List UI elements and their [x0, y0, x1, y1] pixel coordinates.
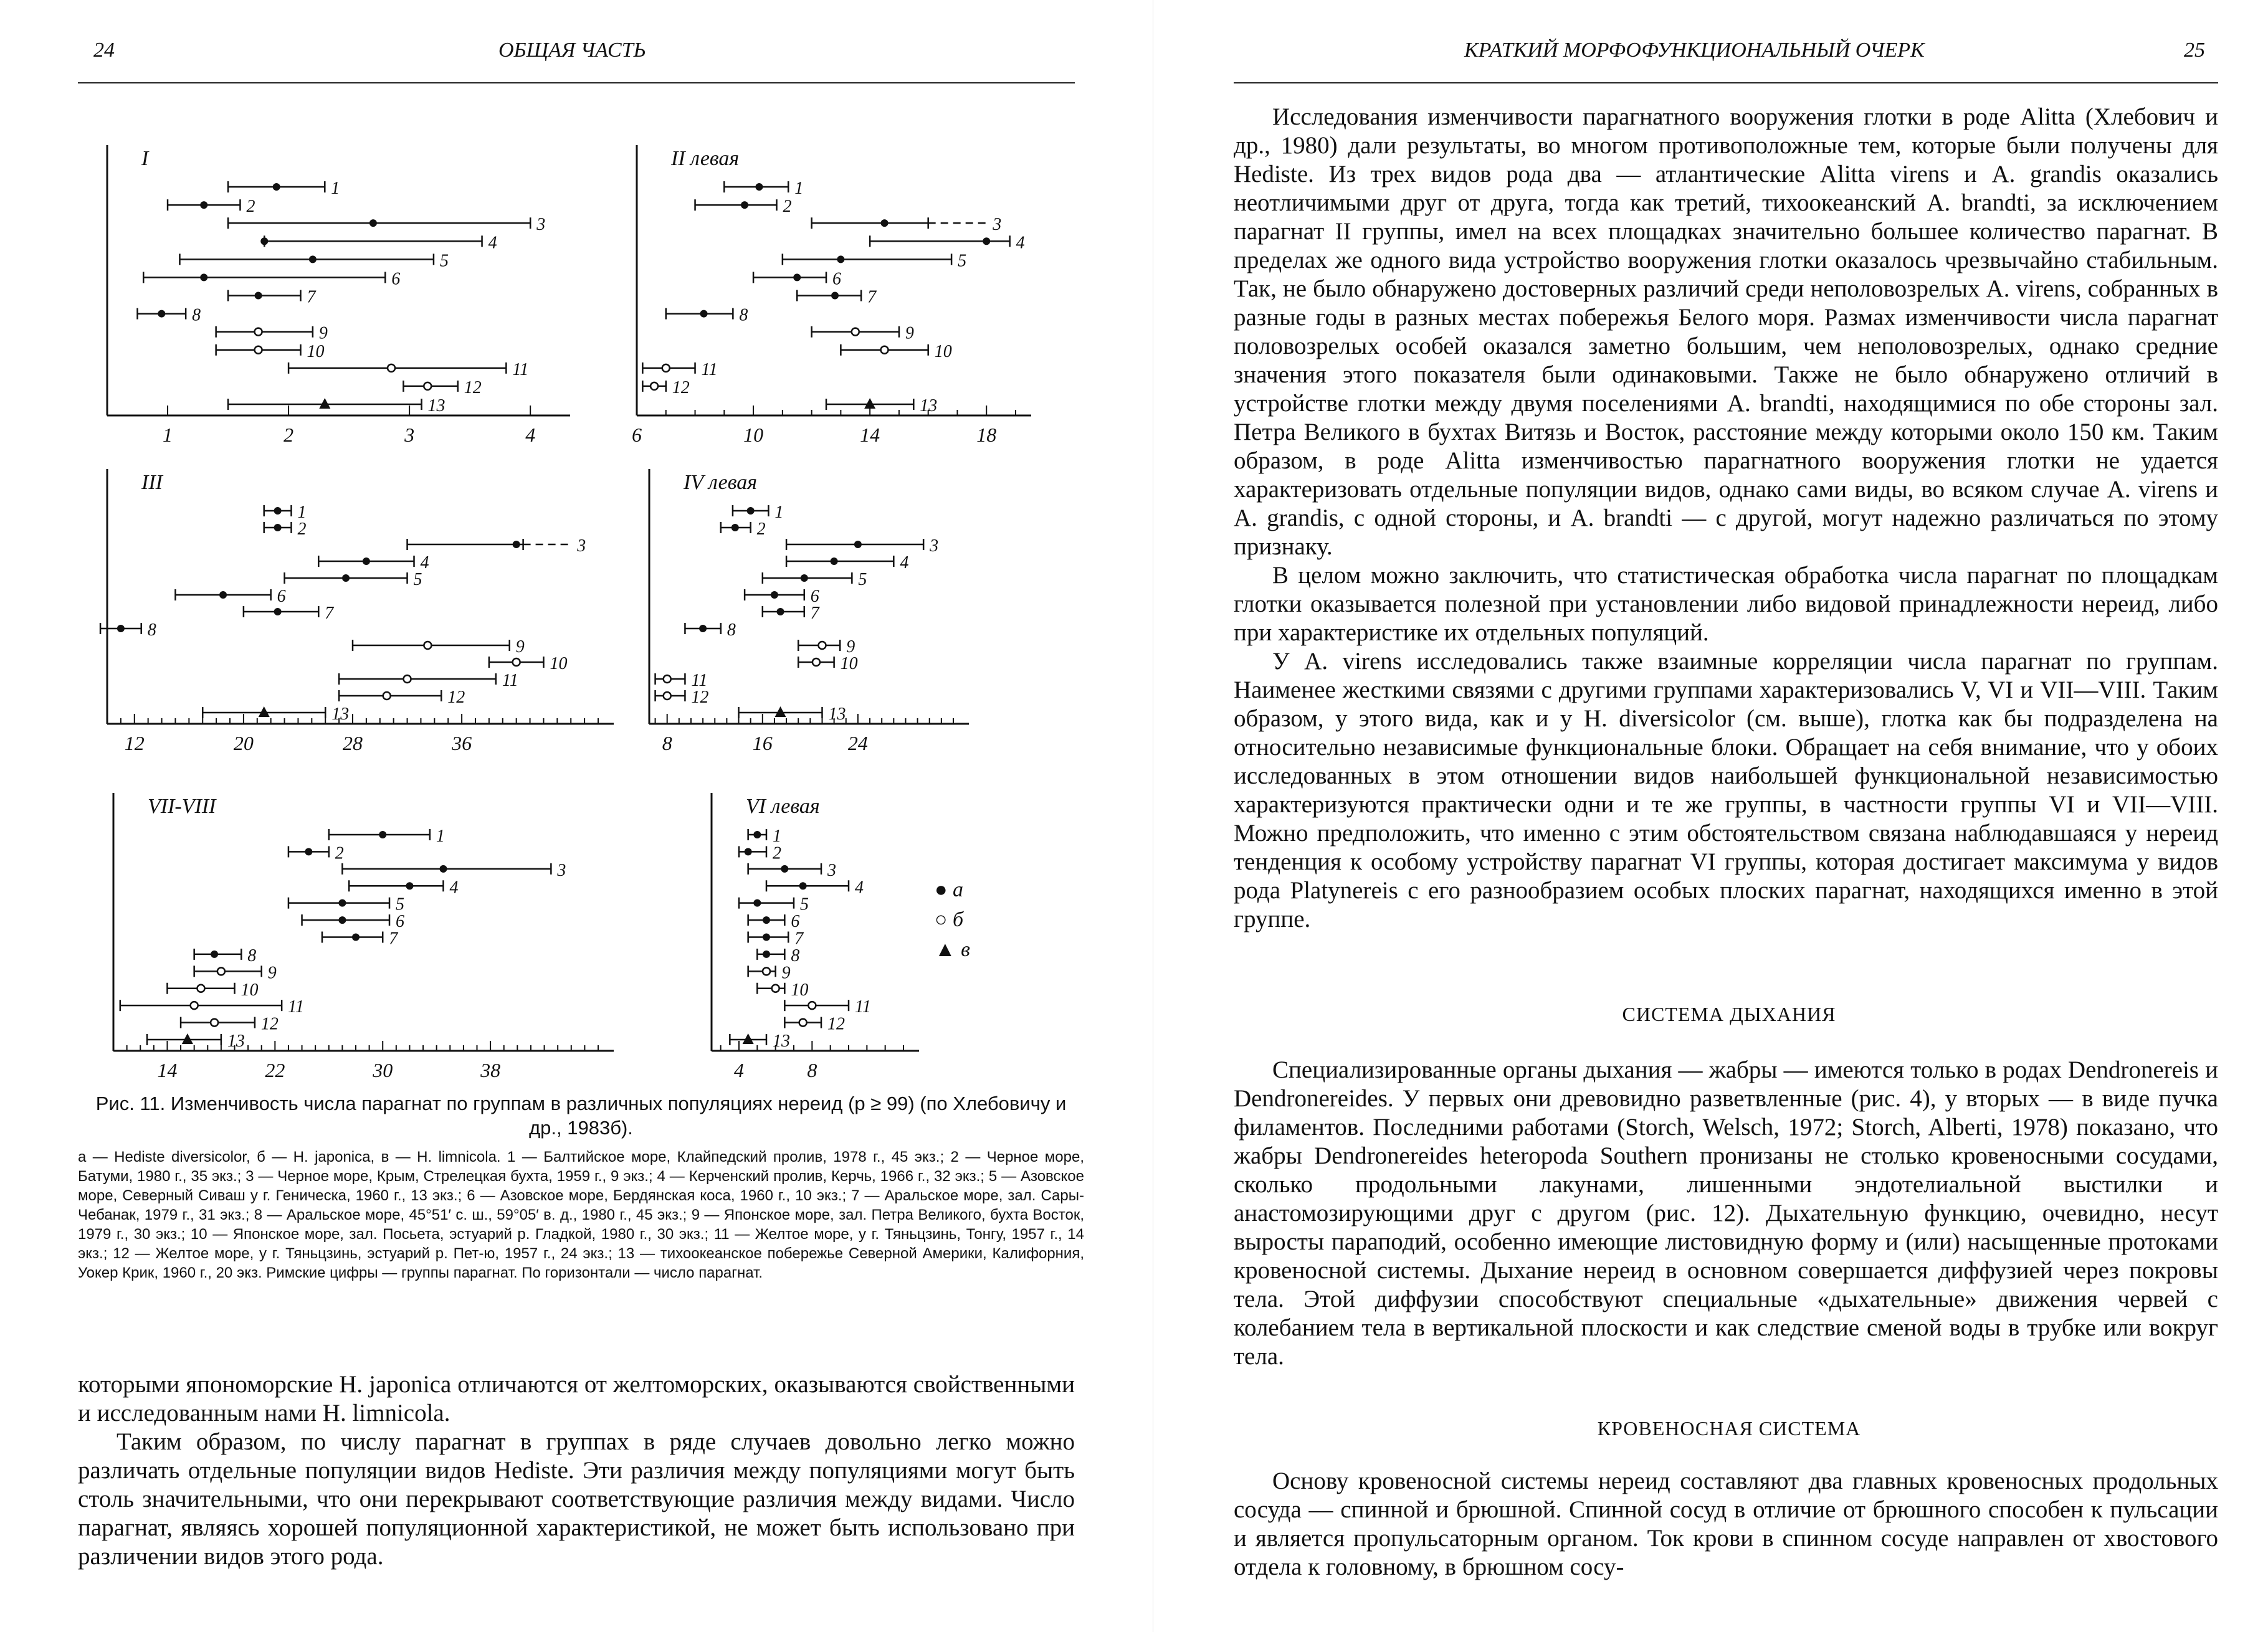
mean-marker-open	[881, 346, 889, 354]
mean-marker-filled	[513, 541, 520, 548]
series-label: 13	[331, 705, 350, 724]
mean-marker-filled	[274, 524, 282, 531]
mean-marker-filled	[763, 934, 770, 941]
series-label: 8	[247, 946, 257, 965]
x-tick-label: 22	[265, 1059, 285, 1081]
series-label: 12	[260, 1014, 279, 1034]
mean-marker-filled	[837, 255, 844, 263]
series-label: 1	[436, 827, 445, 846]
mean-marker-open	[852, 328, 859, 336]
mean-marker-filled	[854, 541, 862, 548]
mean-marker-open	[424, 382, 431, 390]
symbol-key-row: ○ б	[935, 908, 964, 931]
x-tick-label: 8	[662, 732, 672, 754]
series-label: 9	[515, 637, 525, 657]
series-label: 12	[672, 377, 690, 397]
series-label: 6	[396, 912, 405, 932]
series-label: 3	[993, 215, 1002, 235]
mean-marker-filled	[763, 916, 770, 924]
x-tick-label: 16	[752, 732, 773, 754]
x-tick-label: 6	[632, 424, 642, 446]
series-label: 3	[930, 536, 939, 556]
series-label: 11	[288, 997, 305, 1017]
mean-marker-filled	[363, 557, 370, 565]
series-label: 9	[318, 323, 328, 343]
mean-marker-triangle	[182, 1033, 193, 1044]
series-label: 1	[794, 179, 804, 198]
panel-title: VII-VIII	[148, 795, 216, 818]
mean-marker-filled	[200, 201, 207, 209]
series-label: 4	[1016, 233, 1025, 253]
chart-panel-III	[87, 458, 623, 760]
mean-marker-open	[650, 382, 658, 390]
mean-marker-open	[664, 675, 671, 683]
panel-title: VI левая	[746, 795, 820, 818]
mean-marker-open	[191, 1002, 198, 1009]
right-page	[1221, 0, 2268, 1632]
mean-marker-filled	[753, 831, 761, 838]
figure-caption: Рис. 11. Изменчивость числа парагнат по группам в различных популяциях нереид (p ≥ 99) (по Хлебовичу и др., 1983б).	[95, 1093, 1067, 1139]
x-tick-label: 8	[807, 1059, 817, 1081]
series-label: 2	[297, 519, 307, 539]
series-label: 9	[781, 963, 791, 983]
series-label: 12	[691, 688, 709, 707]
chart-panel-II	[617, 134, 1041, 452]
x-tick-label: 20	[233, 732, 254, 754]
x-tick-label: 14	[860, 424, 880, 446]
mean-marker-filled	[831, 292, 839, 300]
series-label: 3	[827, 860, 836, 880]
mean-marker-filled	[763, 951, 770, 958]
series-label: 8	[727, 620, 736, 640]
series-label: 9	[267, 963, 277, 983]
x-tick-label: 14	[157, 1059, 178, 1081]
mean-marker-open	[211, 1019, 218, 1027]
series-label: 5	[396, 894, 405, 914]
series-label: 7	[810, 604, 819, 623]
mean-marker-filled	[117, 625, 125, 632]
x-tick-label: 38	[480, 1059, 501, 1081]
body-paragraph: У A. virens исследовались также взаимные корреляции числа парагнат по группам. Наименее жесткими связями с другими группами характеризовались V, VI и VII—VIII. Таким образом, у этого вида, как и у H. diversicolor (см. выше), глотка как бы подразделена на относительно независимые функциональные блоки. Обращает на себя внимание, что у обоих исследованных в этом отношении видов наибольшей функциональной независимостью характеризуются практически одни и те же группы, в частности группы VI и VII—VIII. Можно предположить, что именно с этим обстоятельством связана наблюдавшаяся у нереид тенденция к особому устройству парагнат VI группы, которая достигает максимума у видов рода Platynereis с его разнообразием особых плоских парагнат, находящихся именно в этой группе.	[1234, 648, 2218, 932]
mean-marker-open	[424, 642, 431, 649]
mean-marker-open	[404, 675, 411, 683]
mean-marker-filled	[274, 507, 282, 515]
mean-marker-filled	[745, 848, 752, 855]
body-paragraph: Специализированные органы дыхания — жабры — имеются только в родах Dendronereis и Dendronereides. У первых они древовидно разветвленные (рис. 4), у вторых — в виде пучка филаментов. Последними работами (Storch, Welsch, 1972; Storch, Alberti, 1978) показано, что жабры Dendronereides heteropoda Southern пронизаны не столько кровеносными сосудами, сколько продольными лакунами, лишенными эндотелиальной выстилки и анастомозирующими друг с другом (рис. 12). Дыхательную функцию, очевидно, несут выросты параподий, особенно имеющие листовидную форму и (или) насыщенные протоками кровеносной системы. Дыхание нереид в основном совершается диффузией через покровы тела. Этой диффузии способствуют специальные «дыхательные» движения червей с колебанием тела в вертикальной плоскости и как следствие сменой воды в трубке или вокруг тела.	[1234, 1056, 2218, 1370]
section-body-blood	[1234, 1467, 2218, 1582]
mean-marker-open	[255, 346, 262, 354]
series-label: 5	[858, 570, 867, 589]
mean-marker-filled	[983, 237, 990, 245]
mean-marker-filled	[799, 882, 807, 890]
section-title-breathing: СИСТЕМА ДЫХАНИЯ	[1622, 1003, 1836, 1025]
series-label: 4	[420, 553, 429, 572]
series-label: 5	[439, 251, 449, 271]
series-label: 10	[791, 980, 809, 1000]
mean-marker-filled	[219, 591, 227, 599]
mean-marker-filled	[273, 183, 280, 191]
chart-panel-VII-VIII	[93, 782, 623, 1087]
mean-marker-filled	[439, 865, 447, 873]
header-rule	[78, 82, 1075, 83]
x-tick-label: 1	[163, 424, 173, 446]
mean-marker-filled	[274, 608, 282, 615]
series-label: 11	[855, 997, 871, 1017]
mean-marker-open	[818, 642, 826, 649]
series-label: 1	[773, 827, 781, 846]
mean-marker-filled	[831, 557, 838, 565]
mean-marker-triangle	[775, 706, 786, 717]
series-label: 3	[577, 536, 586, 556]
series-label: 8	[147, 620, 156, 640]
series-label: 2	[773, 843, 781, 863]
panel-title: II левая	[671, 147, 740, 170]
header-rule	[1234, 82, 2218, 83]
right-body	[1234, 103, 2218, 934]
series-label: 10	[241, 980, 259, 1000]
series-label: 10	[307, 341, 325, 361]
series-label: 7	[867, 287, 877, 307]
mean-marker-filled	[309, 255, 317, 263]
series-label: 10	[840, 654, 858, 673]
x-tick-label: 3	[404, 424, 415, 446]
series-label: 13	[773, 1032, 790, 1051]
series-label: 3	[536, 215, 546, 235]
section-body-breathing	[1234, 1056, 2218, 1371]
page-number: 24	[93, 39, 115, 62]
body-paragraph: которыми япономорские H. japonica отличаются от желтоморских, оказываются свойственными и исследованным нами H. limnicola.	[78, 1371, 1075, 1426]
x-tick-label: 10	[743, 424, 764, 446]
mean-marker-open	[812, 658, 820, 666]
chart-panel-VI	[692, 782, 928, 1087]
mean-marker-filled	[260, 237, 268, 245]
series-label: 10	[934, 341, 952, 361]
mean-marker-filled	[771, 591, 778, 599]
series-label: 9	[846, 637, 855, 657]
mean-marker-open	[662, 364, 670, 372]
series-label: 4	[488, 233, 497, 253]
series-label: 6	[791, 912, 800, 932]
mean-marker-filled	[200, 273, 207, 281]
series-label: 11	[691, 671, 708, 690]
left-body	[78, 1370, 1075, 1571]
series-label: 2	[335, 843, 344, 863]
chart-panel-I	[87, 134, 579, 452]
figure-legend: а — Hediste diversicolor, б — H. japonica, в — H. limnicola. 1 — Балтийское море, Клайпедский пролив, 1978 г., 45 экз.; 2 — Черное море, Батуми, 1980 г., 35 экз.; 3 — Черное море, Крым, Стрелецкая бухта, 1959 г., 9 экз.; 4 — Керченский пролив, Керчь, 1966 г., 32 экз.; 5 — Азовское море, Северный Сиваш у г. Геническа, 1960 г., 13 экз.; 6 — Азовское море, Бердянская коса, 1960 г., 10 экз.; 7 — Аральское море, зал. Сары-Чебанак, 1979 г., 31 экз.; 8 — Аральское море, 45°51′ с. ш., 59°05′ в. д., 1980 г., 45 экз.; 9 — Японское море, зал. Петра Великого, бухта Восток, 1979 г., 30 экз.; 10 — Японское море, зал. Посьета, эстуарий р. Гладкой, 1980 г., 30 экз.; 11 — Желтое море, у г. Тяньцзинь, Тонгу, 1957 г., 14 экз.; 12 — Желтое море, у г. Тяньцзинь, эстуарий р. Пет-ю, 1957 г., 24 экз.; 13 — тихоокеанское побережье Северной Америки, Калифорния, Уокер Крик, 1960 г., 20 экз. Римские цифры — группы парагнат. По горизонтали — число парагнат.	[78, 1149, 1084, 1281]
mean-marker-open	[763, 967, 770, 975]
running-head: КРАТКИЙ МОРФОФУНКЦИОНАЛЬНЫЙ ОЧЕРК	[1464, 39, 1925, 62]
mean-marker-open	[255, 328, 262, 336]
mean-marker-filled	[338, 899, 346, 907]
symbol-triangle: ▲	[935, 938, 956, 961]
series-label: 12	[464, 377, 482, 397]
section-title-blood: КРОВЕНОСНАЯ СИСТЕМА	[1597, 1417, 1861, 1440]
series-label: 10	[550, 654, 568, 673]
series-label: 8	[791, 946, 800, 965]
symbol-dot: ●	[935, 878, 948, 901]
mean-marker-filled	[881, 219, 889, 227]
mean-marker-filled	[741, 201, 748, 209]
mean-marker-open	[217, 967, 225, 975]
mean-marker-triangle	[319, 398, 330, 409]
x-tick-label: 36	[452, 732, 472, 754]
body-paragraph: Таким образом, по числу парагнат в группах в ряде случаев довольно легко можно различать отдельные популяции видов Hediste. Эти различия между популяциями могут быть столь значительными, что они перекрывают соответствующие различия между видами. Число парагнат, являясь хорошей популяционной характеристикой, не может быть использовано при различении видов этого рода.	[78, 1428, 1075, 1570]
x-tick-label: 28	[343, 732, 363, 754]
mean-marker-filled	[352, 934, 360, 941]
x-tick-label: 4	[525, 424, 536, 446]
chart-panel-IV	[629, 458, 978, 760]
mean-marker-open	[772, 985, 779, 992]
panel-title: III	[141, 471, 163, 494]
mean-marker-triangle	[259, 706, 270, 717]
mean-marker-filled	[699, 625, 707, 632]
mean-marker-filled	[379, 831, 386, 838]
series-label: 8	[192, 305, 201, 325]
mean-marker-filled	[338, 916, 346, 924]
series-label: 12	[447, 688, 465, 707]
mean-marker-filled	[747, 507, 755, 515]
panel-title: I	[141, 147, 149, 170]
running-head: ОБЩАЯ ЧАСТЬ	[498, 39, 646, 62]
series-label: 3	[557, 860, 566, 880]
body-paragraph: Основу кровеносной системы нереид составляют два главных кровеносных продольных сосуда — спинной и брюшной. Спинной сосуд в отличие от брюшного способен к пульсации и является пропульсаторным органом. Ток крови в спинном сосуде направлен от хвостового отдела к головному, в брюшном сосу-	[1234, 1468, 2218, 1580]
series-label: 2	[756, 519, 766, 539]
mean-marker-open	[664, 692, 671, 700]
x-tick-label: 12	[124, 732, 145, 754]
mean-marker-filled	[777, 608, 784, 615]
mean-marker-filled	[793, 273, 801, 281]
series-label: 5	[413, 570, 422, 589]
series-label: 4	[855, 878, 864, 898]
series-label: 1	[297, 503, 307, 522]
mean-marker-open	[513, 658, 520, 666]
mean-marker-filled	[731, 524, 739, 531]
body-paragraph: Исследования изменчивости парагнатного вооружения глотки в роде Alitta (Хлебович и др., 1980) дали результаты, во многом противоположные тем, которые были получены для Hediste. Из трех видов рода два — атлантические Alitta virens и A. grandis оказались неотличимыми друг от друга, тогда как третий, тихоокеанский A. brandti, за исключением парагнат II группы, имел на всех площадках значительно большее количество парагнат. В пределах же одного вида устройство вооружения глотки оказалось чрезвычайно стабильным. Так, не было обнаружено достоверных различий среди неполовозрелых A. virens, собранных в разные годы в разных местах побережья Белого моря. Размах изменчивости числа парагнат половозрелых особей оказался заметно большим, чем неполовозрелых, однако средние значения этого показателя были одинаковыми. Также не было обнаружено отличий в устройстве глотки между двумя поселениями A. brandti, находящимися по обе стороны зал. Петра Великого в бухтах Витязь и Восток, расстояние между которыми около 150 км. Таким образом, в роде Alitta изменчивостью парагнатного вооружения глотки не удается характеризовать отдельные популяции видов, однако сами виды, во всяком случае A. virens и A. grandis, с одной стороны, и A. brandti — с другой, могут надежно различаться по этому признаку.	[1234, 103, 2218, 560]
series-label: 7	[325, 604, 334, 623]
mean-marker-filled	[801, 574, 808, 582]
symbol-key	[935, 875, 970, 965]
x-tick-label: 2	[284, 424, 294, 446]
mean-marker-triangle	[743, 1033, 754, 1044]
series-label: 11	[512, 359, 529, 379]
mean-marker-open	[799, 1019, 807, 1027]
series-label: 5	[958, 251, 967, 271]
series-label: 13	[828, 705, 846, 724]
mean-marker-filled	[755, 183, 763, 191]
mean-marker-open	[383, 692, 391, 700]
series-label: 13	[427, 396, 446, 415]
series-label: 12	[827, 1014, 845, 1034]
mean-marker-open	[388, 364, 395, 372]
series-label: 1	[331, 179, 340, 198]
mean-marker-open	[197, 985, 204, 992]
series-label: 7	[794, 929, 804, 949]
mean-marker-filled	[406, 882, 413, 890]
mean-marker-filled	[305, 848, 312, 855]
mean-marker-filled	[753, 899, 761, 907]
series-label: 4	[900, 553, 909, 572]
series-label: 5	[800, 894, 809, 914]
series-label: 7	[307, 287, 316, 307]
series-label: 7	[389, 929, 398, 949]
series-label: 13	[920, 396, 938, 415]
x-tick-label: 4	[734, 1059, 744, 1081]
series-label: 2	[246, 197, 255, 217]
series-label: 6	[277, 587, 286, 606]
series-label: 6	[391, 269, 401, 289]
mean-marker-filled	[369, 219, 377, 227]
mean-marker-filled	[342, 574, 350, 582]
x-tick-label: 18	[976, 424, 997, 446]
series-label: 2	[783, 197, 792, 217]
series-label: 6	[832, 269, 841, 289]
series-label: 11	[701, 359, 718, 379]
series-label: 13	[227, 1032, 245, 1051]
series-label: 11	[502, 671, 518, 690]
mean-marker-filled	[158, 310, 165, 318]
symbol-key-row: ▲ в	[935, 938, 970, 961]
series-label: 6	[810, 587, 819, 606]
series-label: 1	[774, 503, 784, 522]
symbol-key-row: ● а	[935, 878, 964, 901]
series-label: 8	[739, 305, 748, 325]
mean-marker-open	[808, 1002, 816, 1009]
mean-marker-filled	[781, 865, 788, 873]
series-label: 9	[905, 323, 914, 343]
mean-marker-filled	[211, 951, 218, 958]
panel-title: IV левая	[684, 471, 758, 494]
mean-marker-filled	[700, 310, 708, 318]
series-label: 4	[449, 878, 459, 898]
body-paragraph: В целом можно заключить, что статистическая обработка числа парагнат по площадкам глотки оказывается полезной при установлении либо видовой принадлежности нереид, либо при характеристике их отдельных популяций.	[1234, 562, 2218, 646]
page-number: 25	[2184, 39, 2205, 62]
symbol-circle: ○	[935, 908, 948, 931]
mean-marker-filled	[255, 292, 262, 300]
mean-marker-triangle	[864, 398, 875, 409]
x-tick-label: 30	[373, 1059, 393, 1081]
x-tick-label: 24	[847, 732, 868, 754]
